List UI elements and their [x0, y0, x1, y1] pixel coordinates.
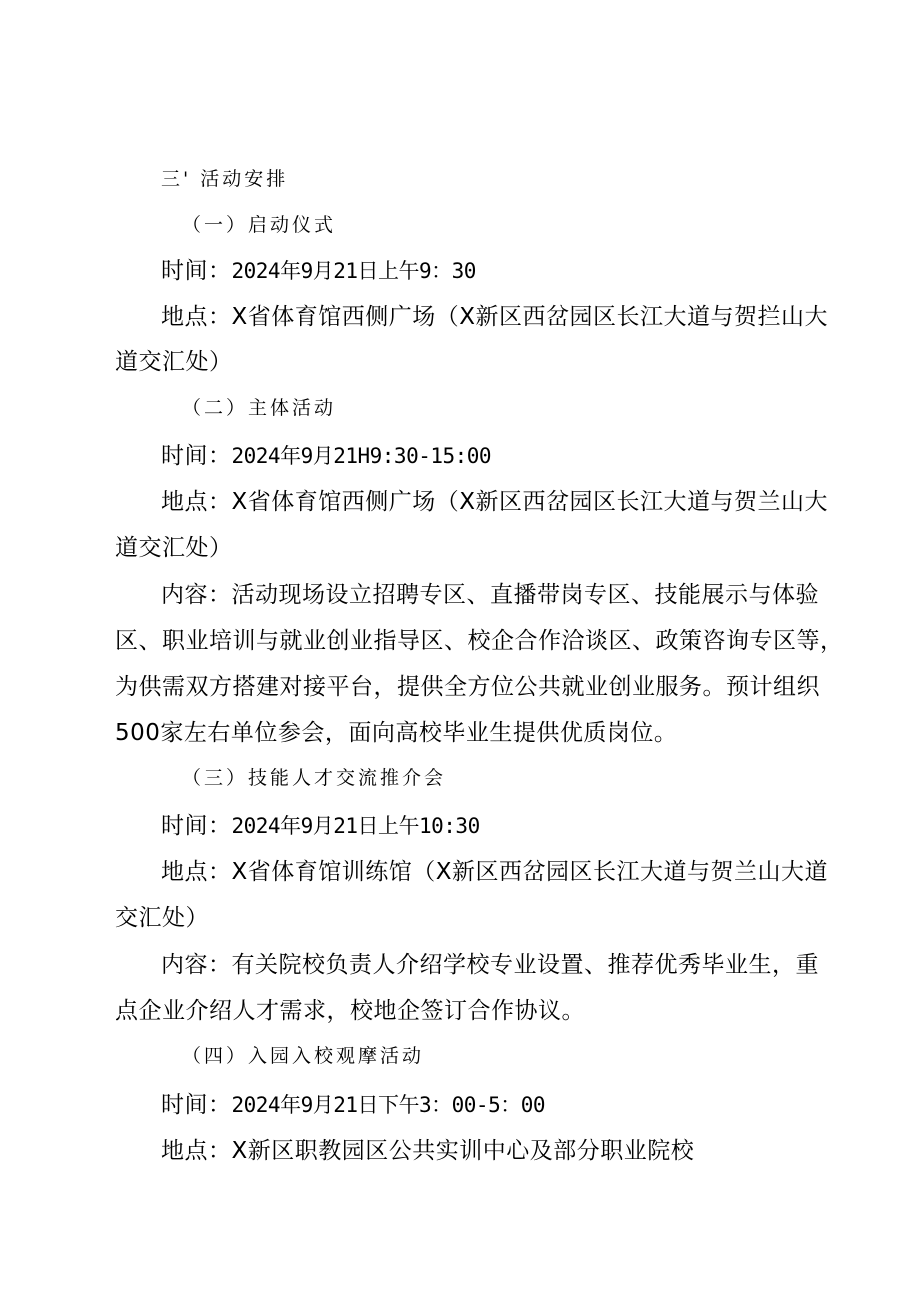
item-3-content — [161, 952, 819, 978]
item-2-content-line3: 为供需双方搭建对接平台，提供全方位公共就业创业服务。预计组织 — [115, 674, 820, 700]
section-heading: 三' 活动安排 — [161, 168, 289, 190]
item-2-heading: （二）主体活动 — [182, 397, 337, 419]
item-2-content-label: 内容： — [161, 582, 232, 608]
item-3-content-line2: 点企业介绍人才需求，校地企签订合作协议。 — [115, 998, 585, 1024]
item-4-time — [161, 1094, 545, 1117]
item-3-content-line1: 有关院校负责人介绍学校专业设置、推荐优秀毕业生，重 — [231, 952, 819, 978]
item-1-heading: （一）启动仪式 — [182, 214, 337, 236]
item-4-heading: （四）入园入校观摩活动 — [182, 1045, 425, 1067]
item-3-time-value: 2024年9月21日上午10:30 — [231, 814, 480, 838]
item-2-time-value: 2024年9月21H9:30-15:00 — [231, 444, 492, 468]
item-2-place-label: 地点： — [161, 489, 232, 515]
item-3-content-label: 内容： — [161, 952, 232, 978]
item-3-heading: （三）技能人才交流推介会 — [182, 767, 447, 789]
item-2-time — [161, 445, 491, 468]
item-3-place-line1: X省体育馆训练馆（X新区西岔园区长江大道与贺兰山大道 — [231, 859, 829, 885]
item-1-time — [161, 260, 476, 283]
item-3-time — [161, 815, 480, 838]
item-2-content-line2: 区、职业培训与就业创业指导区、校企合作洽谈区、政策咨询专区等， — [115, 628, 844, 654]
item-3-time-label: 时间： — [161, 813, 232, 839]
item-1-place-line1: X省体育馆西侧广场（X新区西岔园区长江大道与贺拦山大 — [231, 304, 829, 330]
item-4-place-line1: X新区职教园区公共实训中心及部分职业院校 — [231, 1138, 695, 1164]
item-1-place-line2: 道交汇处） — [115, 349, 233, 375]
item-1-place-label: 地点： — [161, 304, 232, 330]
item-2-content-line3-wrap — [115, 674, 820, 700]
item-3-place — [161, 859, 829, 885]
item-4-place-label: 地点： — [161, 1138, 232, 1164]
item-2-place-line1: X省体育馆西侧广场（X新区西岔园区长江大道与贺兰山大 — [231, 489, 829, 515]
item-2-place — [161, 489, 829, 515]
item-2-content — [161, 582, 819, 608]
item-4-time-value: 2024年9月21日下午3：00-5：00 — [231, 1093, 546, 1117]
item-2-place-line2: 道交汇处） — [115, 535, 233, 561]
item-4-time-label: 时间： — [161, 1092, 232, 1118]
item-2-content-line1: 活动现场设立招聘专区、直播带岗专区、技能展示与体验 — [231, 582, 819, 608]
item-1-time-label: 时间： — [161, 258, 232, 284]
item-1-time-value: 2024年9月21日上午9：30 — [231, 259, 476, 283]
item-2-time-label: 时间： — [161, 443, 232, 469]
item-3-place-label: 地点： — [161, 859, 232, 885]
item-3-place-line2: 交汇处） — [115, 905, 209, 931]
item-2-content-line2-wrap — [115, 628, 844, 654]
item-4-place — [161, 1140, 694, 1163]
item-2-content-line4: 500家左右单位参会，面向高校毕业生提供优质岗位。 — [115, 720, 678, 746]
item-1-place — [161, 304, 829, 330]
